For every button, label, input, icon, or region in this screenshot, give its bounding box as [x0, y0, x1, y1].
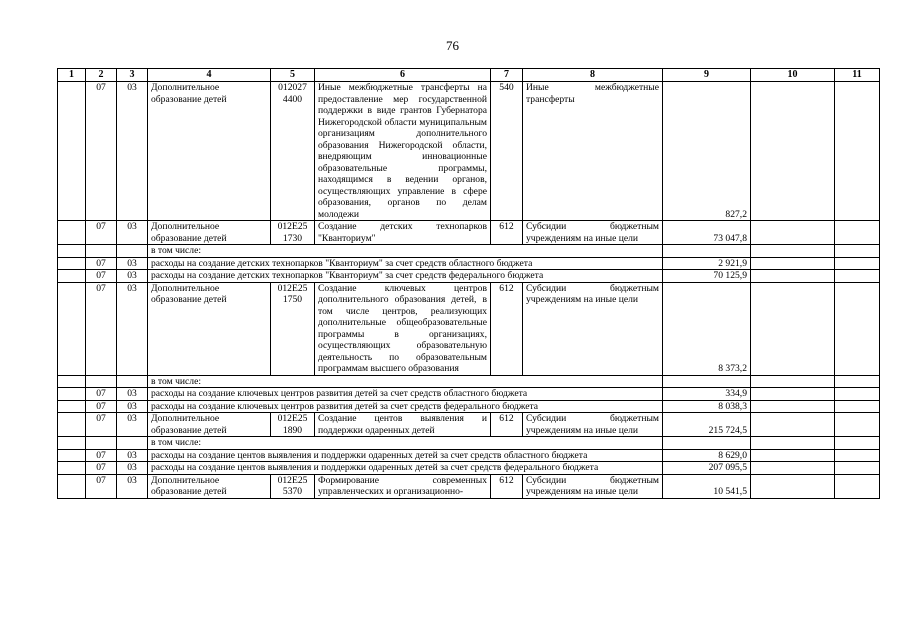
cell-amount — [663, 245, 751, 258]
cell-subsection: 03 — [117, 388, 148, 401]
cell-amount: 8 373,2 — [663, 282, 751, 375]
cell-subsection: 03 — [117, 413, 148, 437]
cell-section: 07 — [86, 221, 117, 245]
cell-section: 07 — [86, 257, 117, 270]
table-row — [58, 221, 880, 245]
cell-target-code: 012E25 1890 — [271, 413, 315, 437]
cell-col1 — [58, 221, 86, 245]
table-row — [58, 474, 880, 498]
cell-col11 — [835, 221, 880, 245]
cell-expense-name: Субсидии бюджетным учреждениям на иные цели — [523, 282, 663, 375]
cell-amount — [663, 437, 751, 450]
cell-section: 07 — [86, 400, 117, 413]
cell-sub-description: расходы на создание ключевых центров развития детей за счет средств областного бюджета — [148, 388, 663, 401]
column-header: 1 — [58, 69, 86, 82]
cell-note: в том числе: — [148, 437, 663, 450]
cell-col11 — [835, 449, 880, 462]
table-row-sub — [58, 270, 880, 283]
cell-col1 — [58, 257, 86, 270]
column-header: 8 — [523, 69, 663, 82]
cell-col1 — [58, 388, 86, 401]
cell-sub-description: расходы на создание ключевых центров развития детей за счет средств федерального бюджета — [148, 400, 663, 413]
cell-sub-description: расходы на создание детских технопарков "Кванториум" за счет средств федерального бюджета — [148, 270, 663, 283]
cell-amount — [663, 375, 751, 388]
cell-col11 — [835, 462, 880, 475]
column-header: 3 — [117, 69, 148, 82]
cell-section: 07 — [86, 388, 117, 401]
cell-amount: 73 047,8 — [663, 221, 751, 245]
cell-col11 — [835, 474, 880, 498]
cell-col10 — [751, 388, 835, 401]
cell-amount: 10 541,5 — [663, 474, 751, 498]
cell-col1 — [58, 413, 86, 437]
cell-description: Создание детских технопарков "Кванториум" — [315, 221, 491, 245]
cell-subsection: 03 — [117, 270, 148, 283]
cell-expense-name: Субсидии бюджетным учреждениям на иные цели — [523, 413, 663, 437]
cell-subsection: 03 — [117, 400, 148, 413]
cell-subsection: 03 — [117, 449, 148, 462]
cell-sub-description: расходы на создание центов выявления и поддержки одаренных детей за счет средств областного бюджета — [148, 449, 663, 462]
header-row — [58, 69, 880, 82]
cell-name: Дополнительное образование детей — [148, 221, 271, 245]
cell-amount: 215 724,5 — [663, 413, 751, 437]
column-header: 6 — [315, 69, 491, 82]
cell-col11 — [835, 82, 880, 221]
cell-col11 — [835, 437, 880, 450]
cell-col1 — [58, 474, 86, 498]
cell-section — [86, 437, 117, 450]
cell-col10 — [751, 462, 835, 475]
column-header: 5 — [271, 69, 315, 82]
cell-name: Дополнительное образование детей — [148, 282, 271, 375]
table-row-sub — [58, 400, 880, 413]
cell-amount: 70 125,9 — [663, 270, 751, 283]
column-header: 4 — [148, 69, 271, 82]
cell-section: 07 — [86, 282, 117, 375]
table-row-note — [58, 375, 880, 388]
cell-col11 — [835, 282, 880, 375]
cell-section: 07 — [86, 474, 117, 498]
cell-name: Дополнительное образование детей — [148, 474, 271, 498]
table-row-sub — [58, 449, 880, 462]
cell-col10 — [751, 221, 835, 245]
table-row — [58, 82, 880, 221]
cell-expense-type: 540 — [491, 82, 523, 221]
cell-target-code: 012E25 5370 — [271, 474, 315, 498]
cell-subsection: 03 — [117, 474, 148, 498]
cell-expense-name: Субсидии бюджетным учреждениям на иные цели — [523, 474, 663, 498]
column-header: 11 — [835, 69, 880, 82]
cell-description: Создание центов выявления и поддержки одаренных детей — [315, 413, 491, 437]
cell-note: в том числе: — [148, 245, 663, 258]
table-row — [58, 282, 880, 375]
cell-col1 — [58, 375, 86, 388]
cell-sub-description: расходы на создание центов выявления и поддержки одаренных детей за счет средств федерального бюджета — [148, 462, 663, 475]
table-row-sub — [58, 257, 880, 270]
cell-expense-name: Субсидии бюджетным учреждениям на иные цели — [523, 221, 663, 245]
cell-section — [86, 245, 117, 258]
cell-section — [86, 375, 117, 388]
cell-amount: 207 095,5 — [663, 462, 751, 475]
cell-target-code: 012E25 1730 — [271, 221, 315, 245]
cell-subsection: 03 — [117, 282, 148, 375]
cell-col1 — [58, 400, 86, 413]
page-number: 76 — [446, 38, 459, 53]
table-row — [58, 413, 880, 437]
cell-col11 — [835, 388, 880, 401]
cell-subsection: 03 — [117, 462, 148, 475]
cell-description: Создание ключевых центров дополнительного образования детей, в том числе центров, реализующих дополнительные общеобразовательные программы в организациях, осуществляющих образовательную деятельность по образовательным программам высшего образования — [315, 282, 491, 375]
cell-amount: 334,9 — [663, 388, 751, 401]
cell-name: Дополнительное образование детей — [148, 82, 271, 221]
cell-expense-type: 612 — [491, 282, 523, 375]
cell-col11 — [835, 270, 880, 283]
cell-col11 — [835, 413, 880, 437]
cell-expense-type: 612 — [491, 221, 523, 245]
cell-section: 07 — [86, 82, 117, 221]
column-header: 2 — [86, 69, 117, 82]
cell-amount: 827,2 — [663, 82, 751, 221]
cell-target-code: 012027 4400 — [271, 82, 315, 221]
cell-name: Дополнительное образование детей — [148, 413, 271, 437]
cell-col1 — [58, 437, 86, 450]
cell-col1 — [58, 282, 86, 375]
cell-description: Иные межбюджетные трансферты на предоставление мер государственной поддержки в виде грантов Губернатора Нижегородской области муниципальным организациям дополнительного образования Нижегородской области, внедряющим инновационные образовательные программы, находящимся в ведении органов, осуществляющих управление в сфере образования, органов по делам молодежи — [315, 82, 491, 221]
table-row-note — [58, 437, 880, 450]
cell-col1 — [58, 245, 86, 258]
cell-col10 — [751, 282, 835, 375]
cell-target-code: 012E25 1750 — [271, 282, 315, 375]
cell-subsection: 03 — [117, 221, 148, 245]
cell-col1 — [58, 82, 86, 221]
cell-subsection: 03 — [117, 82, 148, 221]
cell-note: в том числе: — [148, 375, 663, 388]
cell-amount: 8 038,3 — [663, 400, 751, 413]
cell-expense-type: 612 — [491, 413, 523, 437]
cell-col10 — [751, 270, 835, 283]
cell-col10 — [751, 400, 835, 413]
cell-col10 — [751, 82, 835, 221]
cell-subsection — [117, 375, 148, 388]
cell-col10 — [751, 474, 835, 498]
column-header: 10 — [751, 69, 835, 82]
cell-col11 — [835, 257, 880, 270]
cell-col1 — [58, 449, 86, 462]
column-header: 9 — [663, 69, 751, 82]
table-row-note — [58, 245, 880, 258]
budget-table — [57, 68, 880, 499]
cell-col10 — [751, 257, 835, 270]
cell-col1 — [58, 462, 86, 475]
cell-section: 07 — [86, 413, 117, 437]
cell-description: Формирование современных управленческих и организационно- — [315, 474, 491, 498]
cell-col10 — [751, 375, 835, 388]
cell-col10 — [751, 437, 835, 450]
cell-sub-description: расходы на создание детских технопарков "Кванториум" за счет средств областного бюджета — [148, 257, 663, 270]
cell-amount: 2 921,9 — [663, 257, 751, 270]
cell-expense-type: 612 — [491, 474, 523, 498]
cell-col11 — [835, 245, 880, 258]
cell-col10 — [751, 449, 835, 462]
cell-col11 — [835, 375, 880, 388]
cell-section: 07 — [86, 449, 117, 462]
column-header: 7 — [491, 69, 523, 82]
cell-col1 — [58, 270, 86, 283]
cell-col10 — [751, 413, 835, 437]
cell-subsection — [117, 245, 148, 258]
cell-col11 — [835, 400, 880, 413]
table-row-sub — [58, 462, 880, 475]
cell-subsection — [117, 437, 148, 450]
cell-subsection: 03 — [117, 257, 148, 270]
cell-section: 07 — [86, 270, 117, 283]
table-row-sub — [58, 388, 880, 401]
cell-amount: 8 629,0 — [663, 449, 751, 462]
cell-col10 — [751, 245, 835, 258]
cell-section: 07 — [86, 462, 117, 475]
cell-expense-name: Иные межбюджетные трансферты — [523, 82, 663, 221]
